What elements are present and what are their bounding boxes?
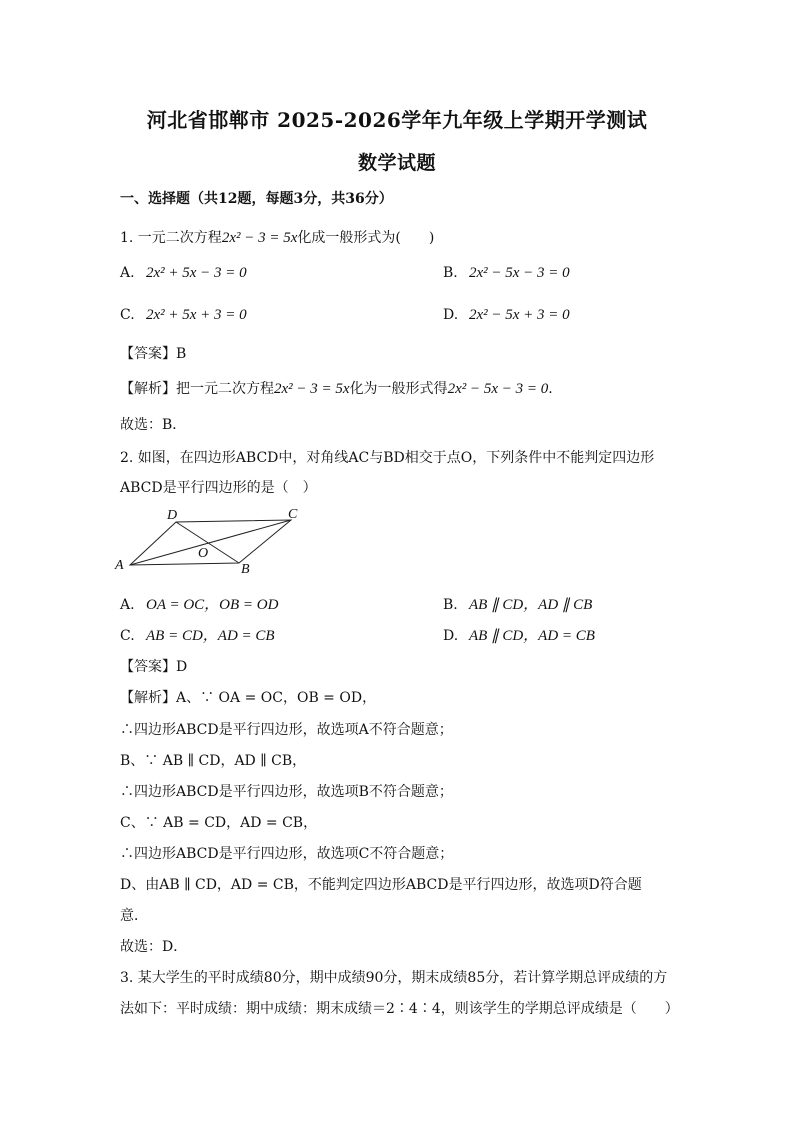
vertex-label-c: C <box>288 507 298 522</box>
q1-analysis-mid: 化为一般形式得 <box>349 381 448 397</box>
q2-analysis-line: 【解析】A、∵ OA = OC，OB = OD， <box>120 690 377 706</box>
option-label: C. <box>120 307 135 323</box>
page-subtitle: 数学试题 <box>357 152 436 174</box>
vertex-label-b: B <box>241 562 250 575</box>
option-label: D. <box>443 307 459 323</box>
q2-analysis-line: 意． <box>120 908 148 924</box>
option-text: 2x² − 5x + 3 = 0 <box>469 307 570 323</box>
q1-analysis-eq2: 2x² − 5x − 3 = 0 <box>447 381 549 397</box>
option-label: C. <box>120 628 135 644</box>
option-text: AB ∥ CD，AD ∥ CB <box>469 597 593 613</box>
section-heading: 一、选择题（共12题，每题3分，共36分） <box>120 191 393 207</box>
option-label: A. <box>120 265 135 281</box>
q2-answer: 【答案】D <box>120 659 188 675</box>
q1-option-a <box>120 265 247 282</box>
option-text: 2x² + 5x + 3 = 0 <box>146 307 247 323</box>
q2-analysis-line: ∴四边形ABCD是平行四边形，故选项C不符合题意； <box>120 846 454 862</box>
option-label: B. <box>443 597 458 613</box>
q1-option-b <box>443 265 570 282</box>
option-label: D. <box>443 628 459 644</box>
q2-analysis-line: ∴四边形ABCD是平行四边形，故选项A不符合题意； <box>120 722 453 738</box>
q1-analysis-prefix: 【解析】把一元二次方程 <box>120 381 274 397</box>
q2-stem-line2: ABCD是平行四边形的是（ ） <box>120 480 317 496</box>
option-label: A. <box>120 597 135 613</box>
q1-stem <box>120 227 434 247</box>
q1-option-c <box>120 307 247 324</box>
q1-conclusion: 故选：B． <box>120 417 187 433</box>
q2-analysis-line: ∴四边形ABCD是平行四边形，故选项B不符合题意； <box>120 784 453 800</box>
q2-stem-line1: 2. 如图，在四边形ABCD中，对角线AC与BD相交于点O，下列条件中不能判定四边形 <box>120 450 655 466</box>
option-text: OA = OC，OB = OD <box>146 597 279 613</box>
q3-stem-line2: 法如下：平时成绩：期中成绩：期末成绩＝2∶4∶4，则该学生的学期总评成绩是（ ） <box>120 1001 679 1017</box>
q2-option-a <box>120 593 278 614</box>
q1-stem-equation: 2x² − 3 = 5x <box>221 230 298 246</box>
vertex-label-a: A <box>115 558 124 573</box>
option-label: B. <box>443 265 458 281</box>
q1-stem-prefix: 1. 一元二次方程 <box>120 230 222 246</box>
q3-stem-line1: 3. 某大学生的平时成绩80分，期中成绩90分，期末成绩85分，若计算学期总评成绩的方 <box>120 970 668 986</box>
q1-analysis-end: . <box>548 381 553 397</box>
q1-stem-suffix: 化成一般形式为( ) <box>297 230 435 246</box>
q1-answer: 【答案】B <box>120 346 187 362</box>
option-text: AB = CD，AD = CB <box>146 628 275 644</box>
q2-analysis-line: C、∵ AB = CD，AD = CB， <box>120 815 318 831</box>
q1-option-d <box>443 307 570 324</box>
option-text: 2x² − 5x − 3 = 0 <box>469 265 570 281</box>
option-text: AB ∥ CD，AD = CB <box>469 628 595 644</box>
page-title: 河北省邯郸市 2025-2026学年九年级上学期开学测试 <box>146 108 648 132</box>
intersection-label-o: O <box>198 546 209 561</box>
q1-analysis-eq1: 2x² − 3 = 5x <box>274 381 350 397</box>
q2-option-c <box>120 624 275 645</box>
parallelogram-figure <box>112 505 312 575</box>
q2-conclusion: 故选：D． <box>120 939 188 955</box>
q2-analysis-line: D、由AB ∥ CD，AD = CB，不能判定四边形ABCD是平行四边形，故选项D符合题 <box>120 877 642 893</box>
option-text: 2x² + 5x − 3 = 0 <box>146 265 247 281</box>
q2-option-b <box>443 593 592 614</box>
q1-analysis <box>120 378 553 398</box>
q2-option-d <box>443 624 595 645</box>
q2-analysis-line: B、∵ AB ∥ CD，AD ∥ CB， <box>120 753 307 769</box>
vertex-label-d: D <box>167 508 178 523</box>
